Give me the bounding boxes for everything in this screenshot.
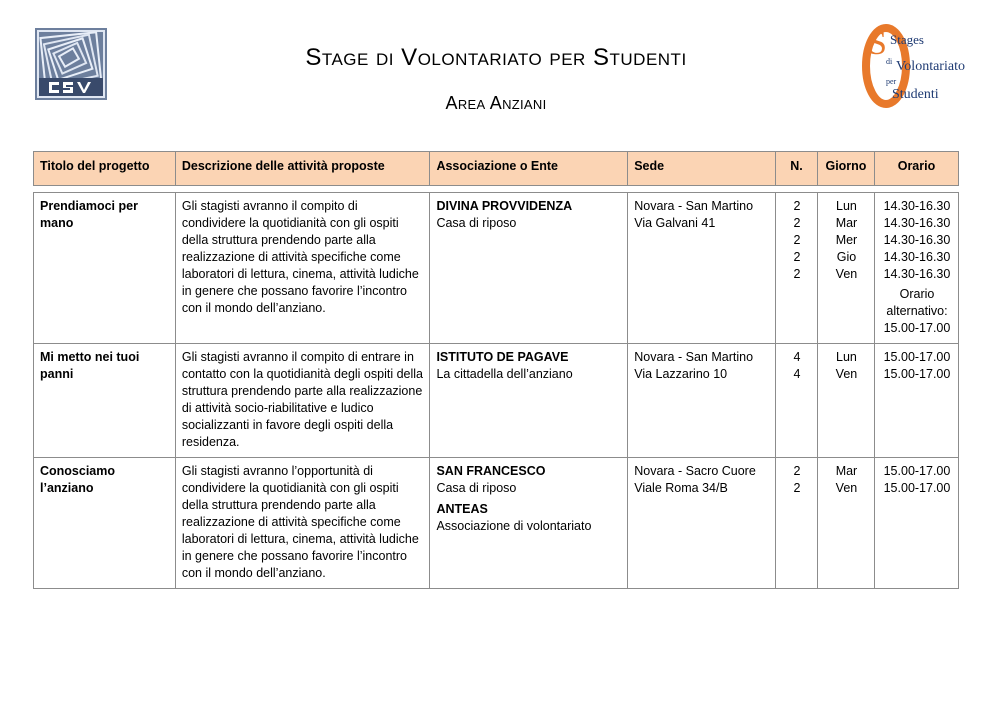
project-count [776,344,818,458]
table-header-row [34,152,959,186]
count-value: 4 [793,367,801,381]
project-hours [874,193,958,344]
project-location [628,344,776,458]
count-value: 2 [793,233,801,247]
day-value: Mer [835,233,858,247]
logo-s-letter: S [868,25,887,62]
count-value: 2 [793,250,801,264]
alt-hours-label: Orario [899,287,935,301]
project-days [817,193,874,344]
header-titolo: Titolo del progetto [34,152,176,186]
project-description: Gli stagisti avranno il compito di entrare in contatto con la quotidianità degli ospiti della struttura prendendo parte alla realizzazione di attività socio-riabilitative e ludico socializzanti in favore degli ospiti della residenza. [175,344,430,458]
table-row [34,344,959,458]
location-area: Novara - San Martino [634,350,754,364]
project-title: Prendiamoci per mano [34,193,176,344]
svg-text:Studenti: Studenti [892,87,939,102]
day-value: Lun [836,199,857,213]
project-organization [430,344,628,458]
project-days [817,458,874,589]
day-value: Mar [835,216,858,230]
location-area: Novara - San Martino [634,199,754,213]
count-value: 2 [793,267,801,281]
project-hours [874,344,958,458]
hours-value: 15.00-17.00 [883,464,951,478]
header-orario: Orario [874,152,958,186]
project-count [776,458,818,589]
count-value: 2 [793,199,801,213]
project-count [776,193,818,344]
organization-type: Associazione di volontariato [436,519,592,533]
hours-value: 14.30-16.30 [883,250,951,264]
project-location [628,193,776,344]
hours-value: 15.00-17.00 [883,367,951,381]
header-n: N. [776,152,818,186]
project-days [817,344,874,458]
project-description: Gli stagisti avranno il compito di condividere la quotidianità con gli ospiti della struttura prendendo parte alla realizzazione di attività specifiche come laboratori di lettura, cinema, attività ludiche in genere che possano favorire l’incontro con il mondo dell’anziano. [175,193,430,344]
svg-text:Volontariato: Volontariato [896,59,965,74]
hours-value: 14.30-16.30 [883,199,951,213]
table-spacer-row [34,186,959,193]
location-address: Via Lazzarino 10 [634,367,728,381]
project-location [628,458,776,589]
page-title: Stage di Volontariato per Studenti [305,44,687,71]
count-value: 2 [793,216,801,230]
organization-type: Casa di riposo [436,216,517,230]
day-value: Ven [835,367,858,381]
count-value: 2 [793,481,801,495]
alt-hours-label: alternativo: [886,304,948,318]
hours-value: 14.30-16.30 [883,267,951,281]
header-giorno: Giorno [817,152,874,186]
page-subtitle: Area Anziani [445,93,547,113]
project-description: Gli stagisti avranno l’opportunità di condividere la quotidianità con gli ospiti della struttura prendendo parte alla realizzazione di attività specifiche come laboratori di lettura, cinema, attività ludiche in genere che possano favorire l’incontro con il mondo dell’anziano. [175,458,430,589]
hours-value: 14.30-16.30 [883,216,951,230]
organization-type: La cittadella dell’anziano [436,367,573,381]
projects-table [33,151,959,589]
location-address: Viale Roma 34/B [634,481,728,495]
hours-value: 15.00-17.00 [883,481,951,495]
location-area: Novara - Sacro Cuore [634,464,756,478]
location-address: Via Galvani 41 [634,216,716,230]
project-organization [430,193,628,344]
day-value: Gio [836,250,857,264]
day-value: Ven [835,481,858,495]
alt-hours-value: 15.00-17.00 [883,321,951,335]
header-sede: Sede [628,152,776,186]
project-title: Conosciamo l’anziano [34,458,176,589]
stages-logo [862,24,965,108]
header-associazione: Associazione o Ente [430,152,628,186]
hours-value: 15.00-17.00 [883,350,951,364]
organization-name: SAN FRANCESCO [436,464,546,478]
svg-text:Stages: Stages [890,32,924,47]
project-title: Mi metto nei tuoi panni [34,344,176,458]
organization-name: ANTEAS [436,502,488,516]
project-organization [430,458,628,589]
day-value: Lun [836,350,857,364]
header-descrizione: Descrizione delle attività proposte [175,152,430,186]
hours-value: 14.30-16.30 [883,233,951,247]
organization-name: ISTITUTO DE PAGAVE [436,350,569,364]
table-row [34,458,959,589]
day-value: Ven [835,267,858,281]
project-hours [874,458,958,589]
svg-text:per: per [886,77,897,86]
day-value: Mar [835,464,858,478]
count-value: 2 [793,464,801,478]
table-row [34,193,959,344]
organization-type: Casa di riposo [436,481,517,495]
organization-name: DIVINA PROVVIDENZA [436,199,573,213]
count-value: 4 [793,350,801,364]
svg-text:di: di [886,57,893,66]
